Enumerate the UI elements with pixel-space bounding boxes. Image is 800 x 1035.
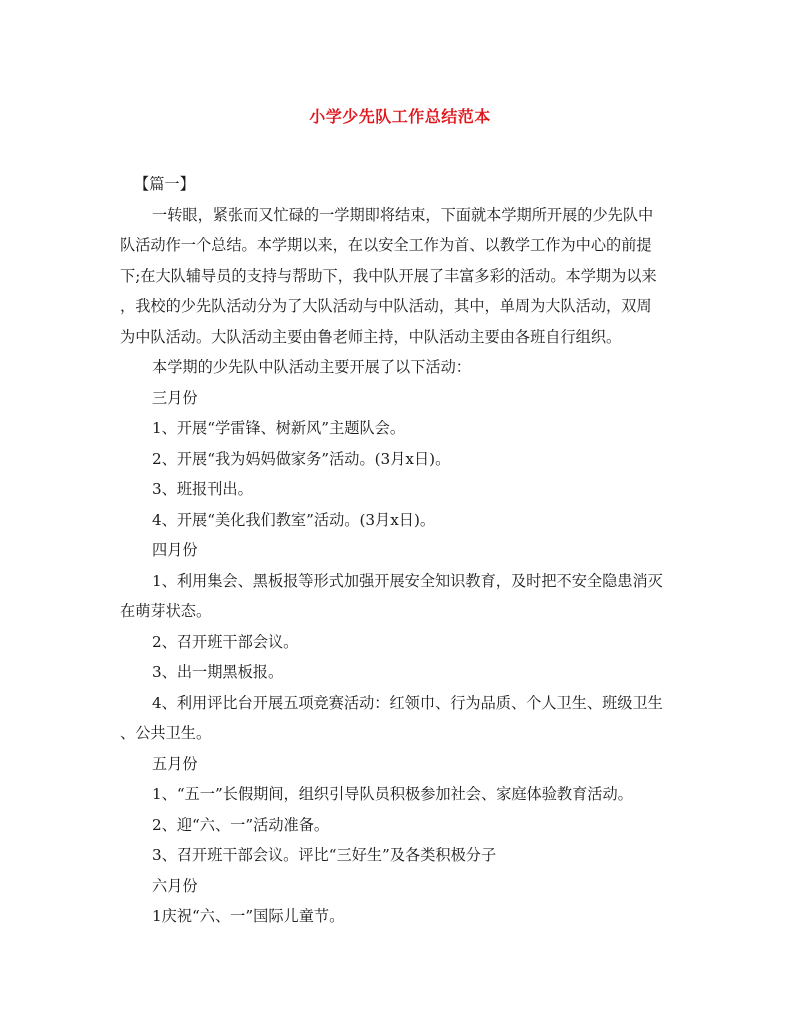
intro-line: 本学期的少先队中队活动主要开展了以下活动： bbox=[152, 358, 471, 376]
document-title: 小学少先队工作总结范本 bbox=[309, 107, 491, 126]
list-item: 1庆祝“六、一”国际儿童节。 bbox=[152, 907, 345, 925]
list-item: 1、利用集会、黑板报等形式加强开展安全知识教育，及时把不安全隐患消灭 bbox=[152, 571, 663, 590]
list-item: 4、利用评比台开展五项竞赛活动：红领巾、行为品质、个人卫生、班级卫生 bbox=[152, 693, 663, 712]
paragraph-line: 下;在大队辅导员的支持与帮助下，我中队开展了丰富多彩的活动。本学期为以来 bbox=[120, 266, 657, 285]
month-heading-april: 四月份 bbox=[152, 541, 198, 559]
list-item: 3、班报刊出。 bbox=[152, 480, 253, 498]
list-item: 3、召开班干部会议。评比“三好生”及各类积极分子 bbox=[152, 846, 497, 864]
list-item: 2、开展“我为妈妈做家务”活动。(3月x日)。 bbox=[152, 449, 451, 468]
list-item-continuation: 在萌芽状态。 bbox=[120, 602, 212, 620]
month-heading-march: 三月份 bbox=[152, 388, 198, 407]
month-heading-june: 六月份 bbox=[152, 876, 198, 895]
list-item: 2、召开班干部会议。 bbox=[152, 632, 299, 651]
list-item: 1、“五一”长假期间，组织引导队员积极参加社会、家庭体验教育活动。 bbox=[152, 785, 633, 803]
list-item: 2、迎“六、一”活动准备。 bbox=[152, 815, 330, 834]
list-item: 4、开展“美化我们教室”活动。(3月x日)。 bbox=[152, 510, 436, 529]
section-label: 【篇一】 bbox=[134, 175, 195, 193]
paragraph-line: 队活动作一个总结。本学期以来，在以安全工作为首、以教学工作为中心的前提 bbox=[120, 236, 652, 254]
list-item: 1、开展“学雷锋、树新风”主题队会。 bbox=[152, 419, 406, 437]
document-body bbox=[120, 169, 690, 932]
list-item: 3、出一期黑板报。 bbox=[152, 663, 284, 681]
month-heading-may: 五月份 bbox=[152, 754, 198, 773]
list-item-continuation: 、公共卫生。 bbox=[120, 724, 212, 742]
paragraph-line: 为中队活动。大队活动主要由鲁老师主持，中队活动主要由各班自行组织。 bbox=[120, 327, 622, 346]
paragraph-line: 一转眼，紧张而又忙碌的一学期即将结束，下面就本学期所开展的少先队中 bbox=[152, 205, 654, 224]
paragraph-line: ，我校的少先队活动分为了大队活动与中队活动，其中，单周为大队活动，双周 bbox=[120, 297, 652, 315]
